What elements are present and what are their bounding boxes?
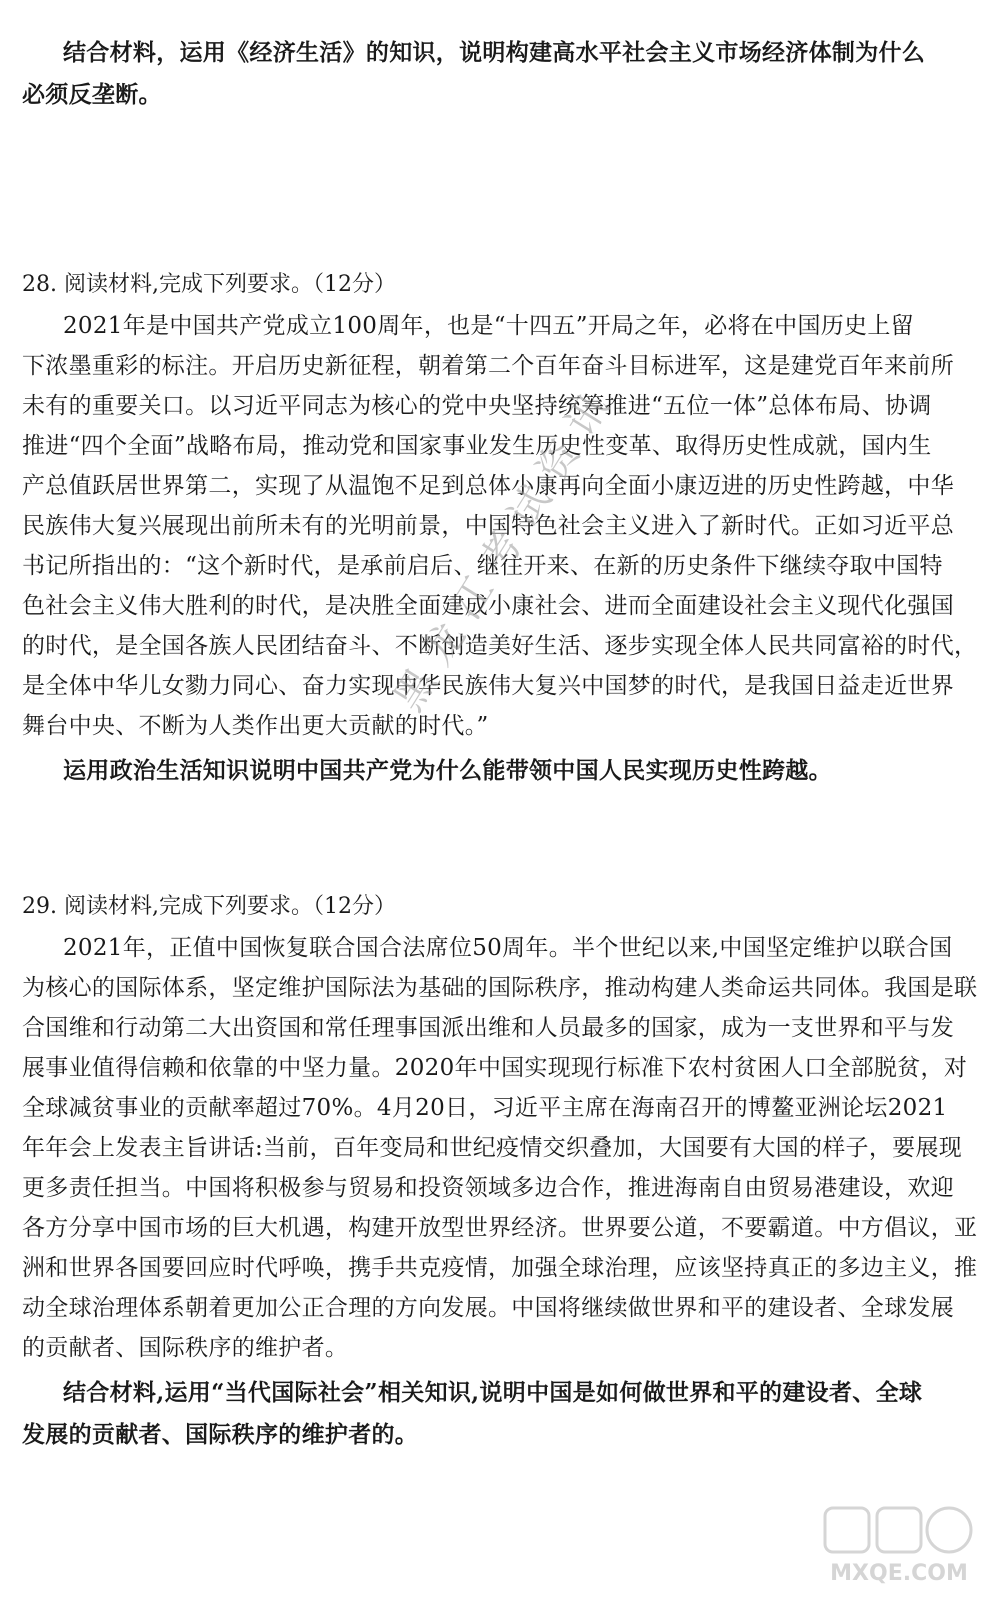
q28-material-line: 2021年是中国共产党成立100周年，也是“十四五”开局之年，必将在中国历史上留 [63, 313, 914, 339]
intro-question-line-1: 结合材料，运用《经济生活》的知识，说明构建高水平社会主义市场经济体制为什么 [63, 39, 926, 66]
q29-material-line: 合国维和行动第二大出资国和常任理事国派出维和人员最多的国家，成为一支世界和平与发 [22, 1015, 954, 1041]
watermark-text: 黑龙江考试资讯 [385, 374, 625, 720]
q28-material-line: 是全体中华儿女勠力同心、奋力实现中华民族伟大复兴中国梦的时代，是我国日益走近世界 [22, 673, 954, 699]
q29-question-line-1: 结合材料,运用“当代国际社会”相关知识,说明中国是如何做世界和平的建设者、全球 [63, 1379, 923, 1406]
q28-material-line: 的时代，是全国各族人民团结奋斗、不断创造美好生活、逐步实现全体人民共同富裕的时代， [22, 633, 978, 659]
q28-material-line: 推进“四个全面”战略布局，推动党和国家事业发生历史性变革、取得历史性成就，国内生 [22, 433, 932, 459]
q29-material-line: 全球减贫事业的贡献率超过70%。4月20日，习近平主席在海南召开的博鳌亚洲论坛2021 [22, 1095, 948, 1121]
q29-material-line: 动全球治理体系朝着更加公正合理的方向发展。中国将继续做世界和平的建设者、全球发展 [22, 1295, 954, 1321]
q28-material-line: 下浓墨重彩的标注。开启历史新征程，朝着第二个百年奋斗目标进军，这是建党百年来前所 [22, 353, 954, 379]
q29-material-line: 的贡献者、国际秩序的维护者。 [22, 1335, 349, 1361]
q29-material-line: 各方分享中国市场的巨大机遇，构建开放型世界经济。世界要公道，不要霸道。中方倡议，亚 [22, 1215, 978, 1241]
q29-material-line: 洲和世界各国要回应时代呼唤，携手共克疫情，加强全球治理，应该坚持真正的多边主义，推 [22, 1255, 978, 1281]
q28-question: 运用政治生活知识说明中国共产党为什么能带领中国人民实现历史性跨越。 [63, 757, 832, 784]
q28-material-line: 色社会主义伟大胜利的时代，是决胜全面建成小康社会、进而全面建设社会主义现代化强国 [22, 593, 954, 619]
q29-question-line-2: 发展的贡献者、国际秩序的维护者的。 [22, 1421, 419, 1448]
q28-heading: 28. 阅读材料,完成下列要求。（12分） [22, 272, 396, 297]
q29-material-line: 展事业值得信赖和依靠的中坚力量。2020年中国实现现行标准下农村贫困人口全部脱贫，对 [22, 1055, 968, 1081]
q28-material-line: 民族伟大复兴展现出前所未有的光明前景，中国特色社会主义进入了新时代。正如习近平总 [22, 513, 954, 539]
q29-material-line: 年年会上发表主旨讲话:当前，百年变局和世纪疫情交织叠加，大国要有大国的样子，要展现 [22, 1135, 963, 1161]
q29-heading: 29. 阅读材料,完成下列要求。（12分） [22, 894, 396, 919]
q29-material-line: 2021年，正值中国恢复联合国合法席位50周年。半个世纪以来,中国坚定维护以联合国 [63, 935, 953, 961]
site-logo [819, 1502, 979, 1592]
q29-material-line: 更多责任担当。中国将积极参与贸易和投资领域多边合作，推进海南自由贸易港建设，欢迎 [22, 1175, 954, 1201]
q28-material-line: 舞台中央、不断为人类作出更大贡献的时代。” [22, 713, 489, 739]
q28-material-line: 产总值跃居世界第二，实现了从温饱不足到总体小康再向全面小康迈进的历史性跨越，中华 [22, 473, 954, 499]
logo-url: MXQE.COM [830, 1561, 968, 1586]
q29-material-line: 为核心的国际体系，坚定维护国际法为基础的国际秩序，推动构建人类命运共同体。我国是联 [22, 975, 978, 1001]
q28-material-line: 未有的重要关口。以习近平同志为核心的党中央坚持统筹推进“五位一体”总体布局、协调 [22, 393, 932, 419]
intro-question-line-2: 必须反垄断。 [22, 81, 162, 108]
q28-material-line: 书记所指出的：“这个新时代，是承前启后、继往开来、在新的历史条件下继续夺取中国特 [22, 553, 943, 579]
